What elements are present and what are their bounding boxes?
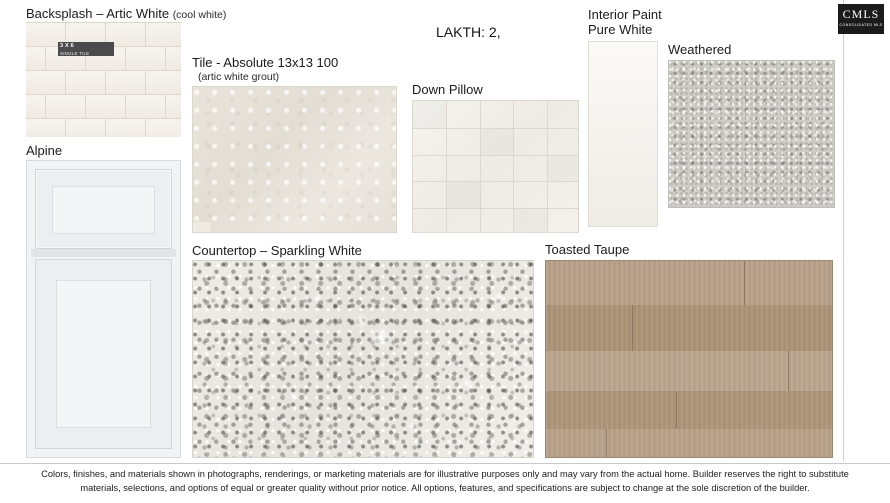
toasted-taupe-label xyxy=(545,242,629,257)
disclaimer-footer xyxy=(0,463,890,503)
tile-absolute-sublabel: (artic white grout) xyxy=(198,71,280,83)
interior-paint-label-line2: Pure White xyxy=(588,22,653,37)
alpine-label xyxy=(26,143,62,158)
down-pillow-label xyxy=(412,82,483,97)
tile-absolute-label xyxy=(192,55,338,85)
watermark-sub-text: CONSOLIDATED MLS xyxy=(839,23,883,27)
backsplash-label xyxy=(26,6,226,23)
backsplash-size-tag xyxy=(58,42,114,56)
backsplash-sublabel: (cool white) xyxy=(172,9,227,21)
interior-paint-label xyxy=(588,7,708,37)
alpine-cabinet-swatch[interactable] xyxy=(26,160,181,458)
toasted-taupe-swatch[interactable] xyxy=(545,260,833,458)
weathered-swatch[interactable] xyxy=(668,60,835,208)
watermark-main-text: CMLS xyxy=(842,7,880,21)
board-title: LAKTH: 2, xyxy=(436,24,501,40)
backsplash-size-tag-line2: SINGLE TILE xyxy=(60,51,90,56)
weathered-label-text: Weathered xyxy=(668,42,732,57)
backsplash-label-text: Backsplash – Artic White xyxy=(26,6,170,21)
disclaimer-line-2: materials, selections, and options of equal or greater quality without prior notice. All options, features, and specifications are subject to change at the sole discretion of the builder. xyxy=(80,483,810,493)
tile-absolute-swatch[interactable] xyxy=(192,86,397,233)
countertop-label-text: Countertop – Sparkling White xyxy=(192,243,362,258)
countertop-label xyxy=(192,243,362,258)
cabinet-upper-door xyxy=(35,169,172,249)
disclaimer-line-1: Colors, finishes, and materials shown in photographs, renderings, or marketing materials are for illustrative purposes only and may vary from the actual home. Builder reserves the right to substitute xyxy=(41,469,849,479)
cabinet-door-gap xyxy=(31,249,176,257)
toasted-taupe-label-text: Toasted Taupe xyxy=(545,242,630,257)
down-pillow-swatch[interactable] xyxy=(412,100,579,233)
backsplash-swatch[interactable] xyxy=(26,22,181,137)
weathered-label xyxy=(668,42,731,57)
countertop-swatch[interactable] xyxy=(192,260,534,458)
interior-paint-label-line1: Interior Paint xyxy=(588,7,662,22)
cabinet-lower-door xyxy=(35,259,172,449)
down-pillow-label-text: Down Pillow xyxy=(412,82,483,97)
alpine-label-text: Alpine xyxy=(26,143,63,158)
cmls-watermark xyxy=(838,4,884,34)
tile-absolute-label-text: Tile - Absolute 13x13 100 xyxy=(192,55,339,70)
tile-absolute-corner-chip xyxy=(193,222,211,232)
cabinet-lower-panel xyxy=(56,280,151,428)
board-divider xyxy=(843,0,844,461)
backsplash-size-tag-line1: 3 X 6 xyxy=(60,43,74,49)
interior-paint-swatch[interactable] xyxy=(588,41,658,227)
cabinet-upper-panel xyxy=(52,186,155,234)
